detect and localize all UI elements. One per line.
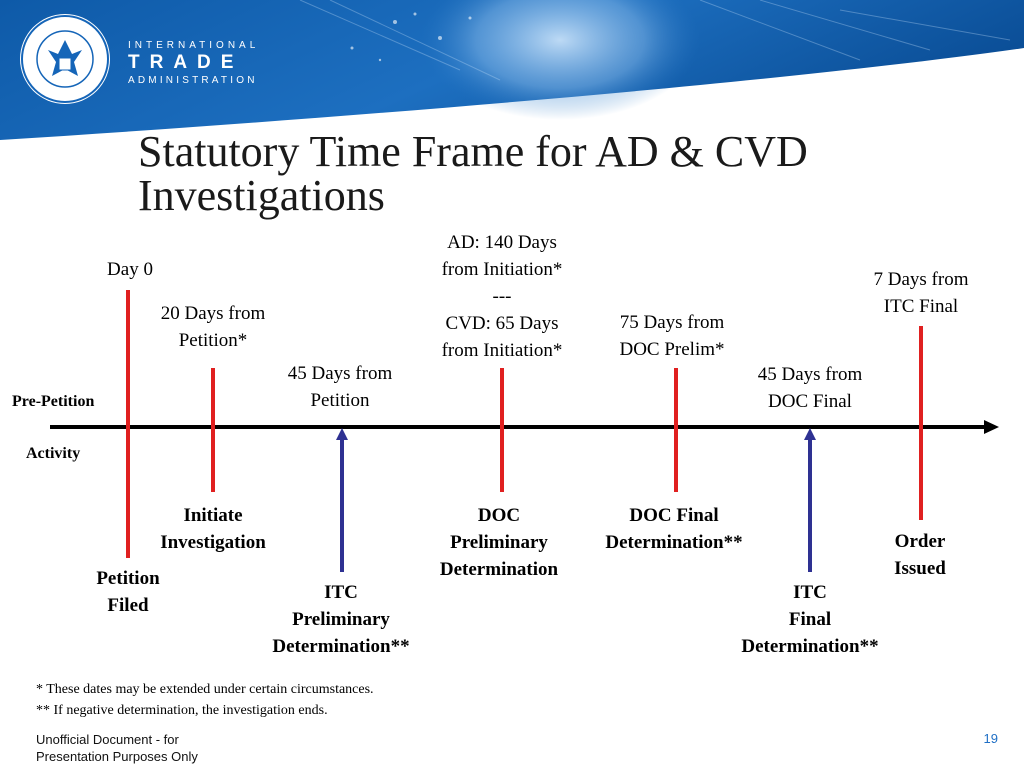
itc-final-line3: Determination** <box>741 636 879 657</box>
petition-filed-line2: Filed <box>107 595 149 616</box>
initiate-line2: Investigation <box>160 532 266 553</box>
seven-days-line2: ITC Final <box>883 296 959 317</box>
itc-final-line1: ITC <box>793 582 827 603</box>
seven-days-line1: 7 Days from <box>873 269 969 290</box>
ad-days-line2: from Initiation* <box>441 259 563 280</box>
doc-preliminary-event <box>414 502 584 583</box>
initiate-investigation-event <box>133 502 293 556</box>
seventy-five-line2: DOC Prelim* <box>619 339 725 360</box>
footnote-negative: ** If negative determination, the investigation ends. <box>36 703 328 718</box>
twenty-days-label <box>133 300 293 354</box>
ad-cvd-separator: --- <box>492 286 512 307</box>
itc-final-line2: Final <box>788 609 832 630</box>
cvd-days-line2: from Initiation* <box>441 340 563 361</box>
day0-label <box>80 256 180 283</box>
doc-prelim-line1: DOC <box>477 505 521 526</box>
page-number: 19 <box>983 731 998 746</box>
order-issued-line1: Order <box>894 531 946 552</box>
forty-five-final-line1: 45 Days from <box>757 364 863 385</box>
cvd-days-line1: CVD: 65 Days <box>445 313 559 334</box>
twenty-days-line2: Petition* <box>178 330 248 351</box>
doc-final-line1: DOC Final <box>629 505 719 526</box>
forty-five-petition-line1: 45 Days from <box>287 363 393 384</box>
order-issued-event <box>860 528 980 582</box>
twenty-days-line1: 20 Days from <box>160 303 266 324</box>
itc-final-event <box>720 579 900 660</box>
activity-label: Activity <box>26 445 81 462</box>
title-line1: Statutory Time Frame for AD & CVD <box>138 127 808 176</box>
forty-five-final-line2: DOC Final <box>768 391 852 412</box>
footer-disclaimer <box>36 731 198 765</box>
footer-line2: Presentation Purposes Only <box>36 749 198 764</box>
itc-preliminary-event <box>251 579 431 660</box>
doc-prelim-line2: Preliminary <box>450 532 548 553</box>
footnote-extension: * These dates may be extended under certain circumstances. <box>36 682 374 697</box>
doc-final-line2: Determination** <box>605 532 743 553</box>
petition-filed-event <box>58 565 198 619</box>
timeline-arrowhead <box>984 420 999 434</box>
order-issued-line2: Issued <box>894 558 946 579</box>
pre-petition-label: Pre-Petition <box>12 393 95 410</box>
itc-prelim-line2: Preliminary <box>292 609 390 630</box>
forty-five-petition-line2: Petition <box>310 390 370 411</box>
forty-five-days-final-label <box>730 361 890 415</box>
initiate-line1: Initiate <box>183 505 243 526</box>
org-name-line3: ADMINISTRATION <box>128 75 258 86</box>
seventy-five-line1: 75 Days from <box>619 312 725 333</box>
org-name-line1: INTERNATIONAL <box>128 40 260 51</box>
itc-prelim-line3: Determination** <box>272 636 410 657</box>
footer-line1: Unofficial Document - for <box>36 732 179 747</box>
forty-five-days-petition-label <box>260 360 420 414</box>
doc-final-event <box>584 502 764 556</box>
itc-prelim-line1: ITC <box>324 582 358 603</box>
itc-final-arrowhead <box>804 428 816 440</box>
itc-prelim-arrowhead <box>336 428 348 440</box>
day0-text: Day 0 <box>107 259 153 280</box>
ad-cvd-days-label <box>412 229 592 364</box>
org-name-line2: TRADE <box>128 52 244 73</box>
seven-days-label <box>843 266 999 320</box>
title-line2: Investigations <box>138 171 385 220</box>
seventy-five-days-label <box>592 309 752 363</box>
ad-days-line1: AD: 140 Days <box>447 232 557 253</box>
doc-prelim-line3: Determination <box>439 559 559 580</box>
petition-filed-line1: Petition <box>96 568 160 589</box>
